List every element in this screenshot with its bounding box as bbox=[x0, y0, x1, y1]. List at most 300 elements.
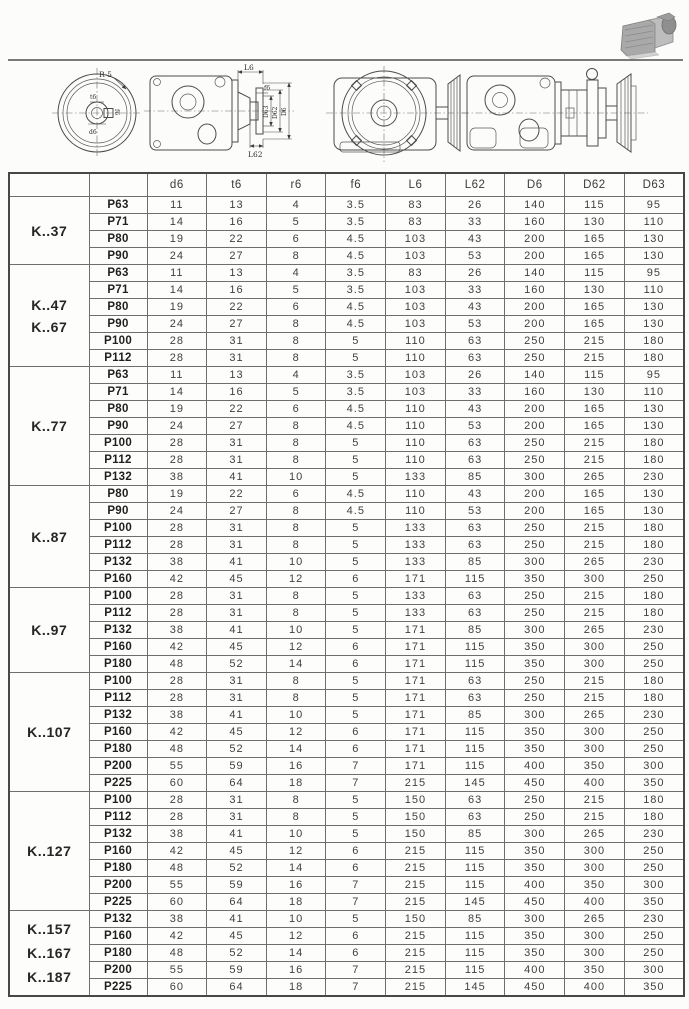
dim-d62-label: D62 bbox=[272, 106, 279, 119]
value-cell: 200 bbox=[505, 248, 565, 265]
value-cell: 18 bbox=[266, 979, 326, 997]
value-cell: 31 bbox=[207, 588, 267, 605]
table-row bbox=[9, 537, 684, 554]
value-cell: 130 bbox=[624, 486, 684, 503]
value-cell: 200 bbox=[505, 231, 565, 248]
table-row bbox=[9, 656, 684, 673]
value-cell: 63 bbox=[445, 605, 505, 622]
value-cell: 400 bbox=[565, 979, 625, 997]
motor-type-cell: P180 bbox=[89, 860, 147, 877]
value-cell: 450 bbox=[505, 894, 565, 911]
value-cell: 16 bbox=[207, 282, 267, 299]
table-row bbox=[9, 265, 684, 282]
value-cell: 6 bbox=[326, 945, 386, 962]
value-cell: 28 bbox=[147, 588, 207, 605]
value-cell: 7 bbox=[326, 775, 386, 792]
value-cell: 14 bbox=[266, 860, 326, 877]
value-cell: 115 bbox=[445, 741, 505, 758]
table-row bbox=[9, 197, 684, 214]
value-cell: 55 bbox=[147, 758, 207, 775]
value-cell: 12 bbox=[266, 928, 326, 945]
value-cell: 180 bbox=[624, 520, 684, 537]
value-cell: 350 bbox=[505, 843, 565, 860]
value-cell: 400 bbox=[505, 758, 565, 775]
value-cell: 215 bbox=[565, 350, 625, 367]
table-head bbox=[9, 173, 684, 197]
value-cell: 110 bbox=[386, 350, 446, 367]
value-cell: 130 bbox=[565, 214, 625, 231]
motor-type-cell: P112 bbox=[89, 537, 147, 554]
value-cell: 110 bbox=[624, 282, 684, 299]
value-cell: 64 bbox=[207, 775, 267, 792]
value-cell: 350 bbox=[624, 775, 684, 792]
motor-type-cell: P71 bbox=[89, 384, 147, 401]
value-cell: 38 bbox=[147, 622, 207, 639]
table-row bbox=[9, 350, 684, 367]
value-cell: 18 bbox=[266, 894, 326, 911]
value-cell: 130 bbox=[624, 231, 684, 248]
value-cell: 31 bbox=[207, 605, 267, 622]
value-cell: 215 bbox=[565, 673, 625, 690]
motor-type-cell: P100 bbox=[89, 333, 147, 350]
value-cell: 115 bbox=[565, 265, 625, 282]
motor-type-cell: P63 bbox=[89, 265, 147, 282]
dim-d6-label: D6 bbox=[281, 107, 288, 116]
value-cell: 11 bbox=[147, 367, 207, 384]
value-cell: 16 bbox=[266, 962, 326, 979]
value-cell: 171 bbox=[386, 724, 446, 741]
value-cell: 31 bbox=[207, 537, 267, 554]
value-cell: 165 bbox=[565, 401, 625, 418]
value-cell: 64 bbox=[207, 979, 267, 997]
value-cell: 5 bbox=[326, 350, 386, 367]
value-cell: 300 bbox=[505, 911, 565, 928]
table-row bbox=[9, 554, 684, 571]
value-cell: 215 bbox=[565, 537, 625, 554]
value-cell: 215 bbox=[565, 690, 625, 707]
value-cell: 19 bbox=[147, 486, 207, 503]
motor-type-cell: P225 bbox=[89, 894, 147, 911]
value-cell: 24 bbox=[147, 248, 207, 265]
value-cell: 85 bbox=[445, 469, 505, 486]
value-cell: 16 bbox=[207, 214, 267, 231]
value-cell: 45 bbox=[207, 639, 267, 656]
corner-cell bbox=[9, 173, 89, 197]
value-cell: 19 bbox=[147, 231, 207, 248]
value-cell: 45 bbox=[207, 843, 267, 860]
value-cell: 83 bbox=[386, 214, 446, 231]
value-cell: 250 bbox=[624, 928, 684, 945]
gearmotor-photo-icon bbox=[611, 8, 683, 62]
value-cell: 6 bbox=[326, 639, 386, 656]
value-cell: 140 bbox=[505, 197, 565, 214]
value-cell: 250 bbox=[505, 350, 565, 367]
value-cell: 63 bbox=[445, 792, 505, 809]
motor-type-cell: P132 bbox=[89, 707, 147, 724]
value-cell: 33 bbox=[445, 214, 505, 231]
value-cell: 115 bbox=[445, 860, 505, 877]
value-cell: 13 bbox=[207, 265, 267, 282]
value-cell: 180 bbox=[624, 350, 684, 367]
value-cell: 95 bbox=[624, 197, 684, 214]
value-cell: 145 bbox=[445, 894, 505, 911]
value-cell: 4.5 bbox=[326, 231, 386, 248]
motor-type-cell: P112 bbox=[89, 809, 147, 826]
group-cell bbox=[9, 673, 89, 792]
table-row bbox=[9, 690, 684, 707]
value-cell: 4 bbox=[266, 265, 326, 282]
value-cell: 133 bbox=[386, 605, 446, 622]
value-cell: 6 bbox=[266, 486, 326, 503]
value-cell: 43 bbox=[445, 299, 505, 316]
value-cell: 180 bbox=[624, 792, 684, 809]
value-cell: 28 bbox=[147, 350, 207, 367]
value-cell: 14 bbox=[266, 656, 326, 673]
value-cell: 165 bbox=[565, 231, 625, 248]
table-row bbox=[9, 843, 684, 860]
value-cell: 27 bbox=[207, 503, 267, 520]
value-cell: 165 bbox=[565, 299, 625, 316]
value-cell: 22 bbox=[207, 486, 267, 503]
table-row bbox=[9, 469, 684, 486]
group-label: K..157 bbox=[27, 921, 72, 937]
value-cell: 5 bbox=[326, 520, 386, 537]
value-cell: 31 bbox=[207, 520, 267, 537]
motor-type-cell: P100 bbox=[89, 792, 147, 809]
value-cell: 350 bbox=[505, 928, 565, 945]
column-header: D63 bbox=[624, 173, 684, 197]
value-cell: 59 bbox=[207, 758, 267, 775]
value-cell: 63 bbox=[445, 333, 505, 350]
value-cell: 300 bbox=[565, 741, 625, 758]
value-cell: 41 bbox=[207, 707, 267, 724]
value-cell: 115 bbox=[445, 656, 505, 673]
column-header: t6 bbox=[207, 173, 267, 197]
value-cell: 103 bbox=[386, 282, 446, 299]
dim-l6-label: L6 bbox=[244, 63, 254, 72]
value-cell: 103 bbox=[386, 367, 446, 384]
value-cell: 3.5 bbox=[326, 265, 386, 282]
table-row bbox=[9, 860, 684, 877]
value-cell: 10 bbox=[266, 469, 326, 486]
value-cell: 10 bbox=[266, 911, 326, 928]
motor-type-cell: P180 bbox=[89, 945, 147, 962]
value-cell: 215 bbox=[565, 809, 625, 826]
value-cell: 130 bbox=[624, 248, 684, 265]
value-cell: 115 bbox=[445, 571, 505, 588]
value-cell: 28 bbox=[147, 520, 207, 537]
value-cell: 250 bbox=[624, 724, 684, 741]
value-cell: 60 bbox=[147, 775, 207, 792]
motor-type-cell: P100 bbox=[89, 673, 147, 690]
motor-type-cell: P225 bbox=[89, 775, 147, 792]
value-cell: 6 bbox=[266, 299, 326, 316]
value-cell: 180 bbox=[624, 588, 684, 605]
motor-type-cell: P90 bbox=[89, 316, 147, 333]
value-cell: 115 bbox=[565, 197, 625, 214]
value-cell: 22 bbox=[207, 401, 267, 418]
value-cell: 10 bbox=[266, 554, 326, 571]
value-cell: 28 bbox=[147, 809, 207, 826]
value-cell: 115 bbox=[445, 945, 505, 962]
motor-type-cell: P132 bbox=[89, 469, 147, 486]
value-cell: 6 bbox=[266, 401, 326, 418]
table-row bbox=[9, 707, 684, 724]
value-cell: 4.5 bbox=[326, 486, 386, 503]
value-cell: 5 bbox=[326, 690, 386, 707]
value-cell: 250 bbox=[624, 571, 684, 588]
value-cell: 12 bbox=[266, 571, 326, 588]
corner-cell bbox=[89, 173, 147, 197]
table-row bbox=[9, 724, 684, 741]
value-cell: 350 bbox=[505, 860, 565, 877]
value-cell: 6 bbox=[326, 843, 386, 860]
value-cell: 5 bbox=[326, 707, 386, 724]
value-cell: 300 bbox=[505, 554, 565, 571]
value-cell: 63 bbox=[445, 350, 505, 367]
table-row bbox=[9, 333, 684, 350]
table-row bbox=[9, 605, 684, 622]
value-cell: 350 bbox=[505, 724, 565, 741]
value-cell: 130 bbox=[624, 401, 684, 418]
value-cell: 180 bbox=[624, 452, 684, 469]
value-cell: 110 bbox=[386, 333, 446, 350]
value-cell: 5 bbox=[326, 605, 386, 622]
value-cell: 28 bbox=[147, 333, 207, 350]
value-cell: 130 bbox=[624, 316, 684, 333]
group-label: K..187 bbox=[27, 969, 72, 985]
value-cell: 42 bbox=[147, 843, 207, 860]
value-cell: 13 bbox=[207, 197, 267, 214]
table-row bbox=[9, 384, 684, 401]
value-cell: 215 bbox=[386, 945, 446, 962]
value-cell: 3.5 bbox=[326, 367, 386, 384]
value-cell: 8 bbox=[266, 605, 326, 622]
table-row bbox=[9, 673, 684, 690]
value-cell: 31 bbox=[207, 673, 267, 690]
value-cell: 350 bbox=[505, 571, 565, 588]
value-cell: 19 bbox=[147, 299, 207, 316]
value-cell: 13 bbox=[207, 367, 267, 384]
value-cell: 250 bbox=[505, 520, 565, 537]
table-row bbox=[9, 248, 684, 265]
value-cell: 63 bbox=[445, 673, 505, 690]
table-row bbox=[9, 639, 684, 656]
value-cell: 43 bbox=[445, 486, 505, 503]
value-cell: 215 bbox=[565, 520, 625, 537]
table-row bbox=[9, 928, 684, 945]
value-cell: 133 bbox=[386, 554, 446, 571]
value-cell: 250 bbox=[624, 945, 684, 962]
motor-type-cell: P132 bbox=[89, 622, 147, 639]
value-cell: 52 bbox=[207, 945, 267, 962]
value-cell: 33 bbox=[445, 384, 505, 401]
view-side-adapter bbox=[462, 69, 648, 153]
table-row bbox=[9, 741, 684, 758]
motor-type-cell: P80 bbox=[89, 299, 147, 316]
value-cell: 180 bbox=[624, 605, 684, 622]
value-cell: 200 bbox=[505, 486, 565, 503]
value-cell: 265 bbox=[565, 622, 625, 639]
value-cell: 103 bbox=[386, 299, 446, 316]
value-cell: 85 bbox=[445, 554, 505, 571]
group-cell bbox=[9, 911, 89, 997]
value-cell: 165 bbox=[565, 503, 625, 520]
value-cell: 300 bbox=[565, 571, 625, 588]
table-row bbox=[9, 503, 684, 520]
value-cell: 33 bbox=[445, 282, 505, 299]
value-cell: 31 bbox=[207, 809, 267, 826]
value-cell: 83 bbox=[386, 265, 446, 282]
value-cell: 171 bbox=[386, 673, 446, 690]
value-cell: 16 bbox=[207, 384, 267, 401]
value-cell: 171 bbox=[386, 707, 446, 724]
column-header: D6 bbox=[505, 173, 565, 197]
value-cell: 230 bbox=[624, 826, 684, 843]
value-cell: 300 bbox=[505, 707, 565, 724]
motor-type-cell: P180 bbox=[89, 656, 147, 673]
gearmotor-logo bbox=[611, 8, 683, 62]
value-cell: 133 bbox=[386, 588, 446, 605]
value-cell: 230 bbox=[624, 469, 684, 486]
value-cell: 133 bbox=[386, 537, 446, 554]
value-cell: 115 bbox=[445, 724, 505, 741]
value-cell: 18 bbox=[266, 775, 326, 792]
value-cell: 12 bbox=[266, 639, 326, 656]
value-cell: 200 bbox=[505, 299, 565, 316]
motor-type-cell: P90 bbox=[89, 248, 147, 265]
value-cell: 300 bbox=[565, 945, 625, 962]
value-cell: 300 bbox=[505, 826, 565, 843]
value-cell: 3.5 bbox=[326, 282, 386, 299]
value-cell: 63 bbox=[445, 690, 505, 707]
value-cell: 52 bbox=[207, 860, 267, 877]
value-cell: 103 bbox=[386, 384, 446, 401]
value-cell: 43 bbox=[445, 401, 505, 418]
value-cell: 5 bbox=[266, 282, 326, 299]
value-cell: 8 bbox=[266, 690, 326, 707]
value-cell: 38 bbox=[147, 826, 207, 843]
value-cell: 53 bbox=[445, 316, 505, 333]
value-cell: 28 bbox=[147, 537, 207, 554]
callout-r5: R-5 bbox=[99, 70, 112, 79]
value-cell: 115 bbox=[445, 962, 505, 979]
technical-drawings bbox=[0, 62, 689, 170]
value-cell: 103 bbox=[386, 231, 446, 248]
motor-type-cell: P63 bbox=[89, 367, 147, 384]
group-cell bbox=[9, 486, 89, 588]
value-cell: 27 bbox=[207, 248, 267, 265]
dim-d63-label: D63 bbox=[263, 105, 270, 118]
value-cell: 42 bbox=[147, 724, 207, 741]
value-cell: 31 bbox=[207, 792, 267, 809]
value-cell: 6 bbox=[326, 741, 386, 758]
value-cell: 41 bbox=[207, 554, 267, 571]
value-cell: 5 bbox=[326, 452, 386, 469]
value-cell: 45 bbox=[207, 571, 267, 588]
value-cell: 42 bbox=[147, 639, 207, 656]
value-cell: 115 bbox=[445, 877, 505, 894]
view-flange-front bbox=[326, 66, 470, 162]
motor-type-cell: P132 bbox=[89, 911, 147, 928]
table-row bbox=[9, 299, 684, 316]
dimensions-table-wrap bbox=[8, 172, 685, 997]
value-cell: 450 bbox=[505, 775, 565, 792]
motor-type-cell: P90 bbox=[89, 418, 147, 435]
value-cell: 350 bbox=[624, 894, 684, 911]
value-cell: 130 bbox=[565, 282, 625, 299]
dim-t6-label: t6 bbox=[90, 94, 97, 101]
value-cell: 28 bbox=[147, 690, 207, 707]
value-cell: 350 bbox=[565, 962, 625, 979]
value-cell: 8 bbox=[266, 792, 326, 809]
value-cell: 250 bbox=[624, 639, 684, 656]
value-cell: 145 bbox=[445, 775, 505, 792]
value-cell: 103 bbox=[386, 316, 446, 333]
value-cell: 53 bbox=[445, 248, 505, 265]
column-header: d6 bbox=[147, 173, 207, 197]
value-cell: 26 bbox=[445, 265, 505, 282]
value-cell: 250 bbox=[505, 537, 565, 554]
value-cell: 95 bbox=[624, 265, 684, 282]
value-cell: 300 bbox=[565, 843, 625, 860]
value-cell: 8 bbox=[266, 520, 326, 537]
value-cell: 180 bbox=[624, 809, 684, 826]
value-cell: 230 bbox=[624, 622, 684, 639]
value-cell: 10 bbox=[266, 826, 326, 843]
group-label: K..97 bbox=[31, 622, 68, 638]
value-cell: 215 bbox=[565, 588, 625, 605]
value-cell: 28 bbox=[147, 605, 207, 622]
value-cell: 12 bbox=[266, 843, 326, 860]
value-cell: 4.5 bbox=[326, 248, 386, 265]
dimensions-table bbox=[8, 172, 685, 997]
table-row bbox=[9, 911, 684, 928]
value-cell: 250 bbox=[505, 588, 565, 605]
value-cell: 200 bbox=[505, 418, 565, 435]
value-cell: 63 bbox=[445, 809, 505, 826]
value-cell: 400 bbox=[505, 877, 565, 894]
motor-type-cell: P132 bbox=[89, 554, 147, 571]
value-cell: 230 bbox=[624, 911, 684, 928]
value-cell: 165 bbox=[565, 418, 625, 435]
value-cell: 52 bbox=[207, 741, 267, 758]
value-cell: 27 bbox=[207, 316, 267, 333]
value-cell: 265 bbox=[565, 554, 625, 571]
table-row bbox=[9, 571, 684, 588]
value-cell: 3.5 bbox=[326, 384, 386, 401]
motor-type-cell: P112 bbox=[89, 690, 147, 707]
motor-type-cell: P112 bbox=[89, 350, 147, 367]
value-cell: 38 bbox=[147, 911, 207, 928]
value-cell: 165 bbox=[565, 316, 625, 333]
value-cell: 140 bbox=[505, 367, 565, 384]
table-row bbox=[9, 826, 684, 843]
value-cell: 350 bbox=[505, 945, 565, 962]
value-cell: 130 bbox=[565, 384, 625, 401]
value-cell: 8 bbox=[266, 537, 326, 554]
value-cell: 16 bbox=[266, 877, 326, 894]
group-cell bbox=[9, 197, 89, 265]
table-row bbox=[9, 486, 684, 503]
value-cell: 24 bbox=[147, 418, 207, 435]
value-cell: 400 bbox=[565, 775, 625, 792]
motor-type-cell: P132 bbox=[89, 826, 147, 843]
value-cell: 215 bbox=[386, 962, 446, 979]
motor-type-cell: P160 bbox=[89, 724, 147, 741]
motor-type-cell: P71 bbox=[89, 214, 147, 231]
value-cell: 160 bbox=[505, 282, 565, 299]
